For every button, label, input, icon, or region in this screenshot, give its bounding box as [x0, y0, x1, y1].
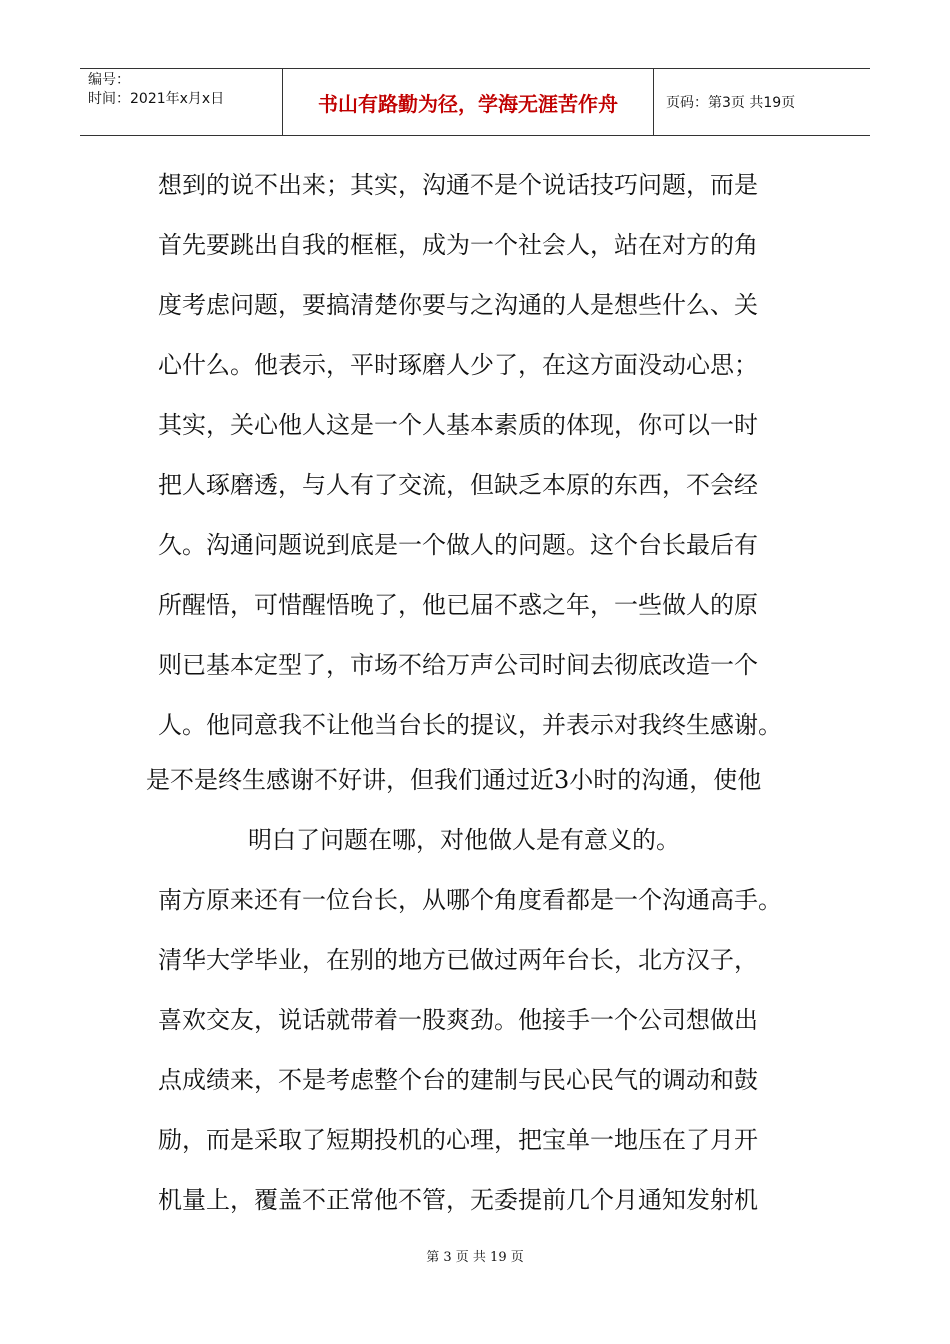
page-footer: 第 3 页 共 19 页: [426, 1250, 524, 1265]
body-line: 首先要跳出自我的框框，成为一个社会人，站在对方的角: [158, 231, 758, 259]
body-line: 久。沟通问题说到底是一个做人的问题。这个台长最后有: [158, 531, 758, 559]
header-page-info: 页码：第3页 共19页: [666, 95, 796, 111]
body-line: 机量上，覆盖不正常他不管，无委提前几个月通知发射机: [158, 1186, 758, 1214]
body-line: 想到的说不出来；其实，沟通不是个说话技巧问题，而是: [158, 171, 758, 199]
body-line: 励，而是采取了短期投机的心理，把宝单一地压在了月开: [158, 1126, 758, 1154]
body-line: 则已基本定型了，市场不给万声公司时间去彻底改造一个: [158, 651, 758, 679]
body-line: 度考虑问题，要搞清楚你要与之沟通的人是想些什么、关: [158, 291, 758, 319]
page-header: [80, 68, 870, 136]
body-line: 清华大学毕业，在别的地方已做过两年台长，北方汉子，: [158, 946, 758, 974]
body-line: 明白了问题在哪，对他做人是有意义的。: [248, 826, 680, 854]
body-line: 其实，关心他人这是一个人基本素质的体现，你可以一时: [158, 411, 758, 439]
body-line: 喜欢交友，说话就带着一股爽劲。他接手一个公司想做出: [158, 1006, 758, 1034]
body-line: 点成绩来，不是考虑整个台的建制与民心民气的调动和鼓: [158, 1066, 758, 1094]
document-number-label: 编号：: [88, 72, 130, 88]
body-line: 心什么。他表示，平时琢磨人少了，在这方面没动心思；: [158, 351, 758, 379]
body-line: 所醒悟，可惜醒悟晚了，他已届不惑之年，一些做人的原: [158, 591, 758, 619]
header-meta: [80, 69, 282, 135]
body-line: 人。他同意我不让他当台长的提议，并表示对我终生感谢。: [158, 711, 782, 739]
body-line: 把人琢磨透，与人有了交流，但缺乏本原的东西，不会经: [158, 471, 758, 499]
body-line: 南方原来还有一位台长，从哪个角度看都是一个沟通高手。: [158, 886, 782, 914]
body-line: 是不是终生感谢不好讲，但我们通过近3小时的沟通，使他: [146, 766, 762, 794]
header-motto: 书山有路勤为径，学海无涯苦作舟: [282, 69, 654, 135]
document-time-label: 时间：2021年x月x日: [88, 91, 225, 107]
